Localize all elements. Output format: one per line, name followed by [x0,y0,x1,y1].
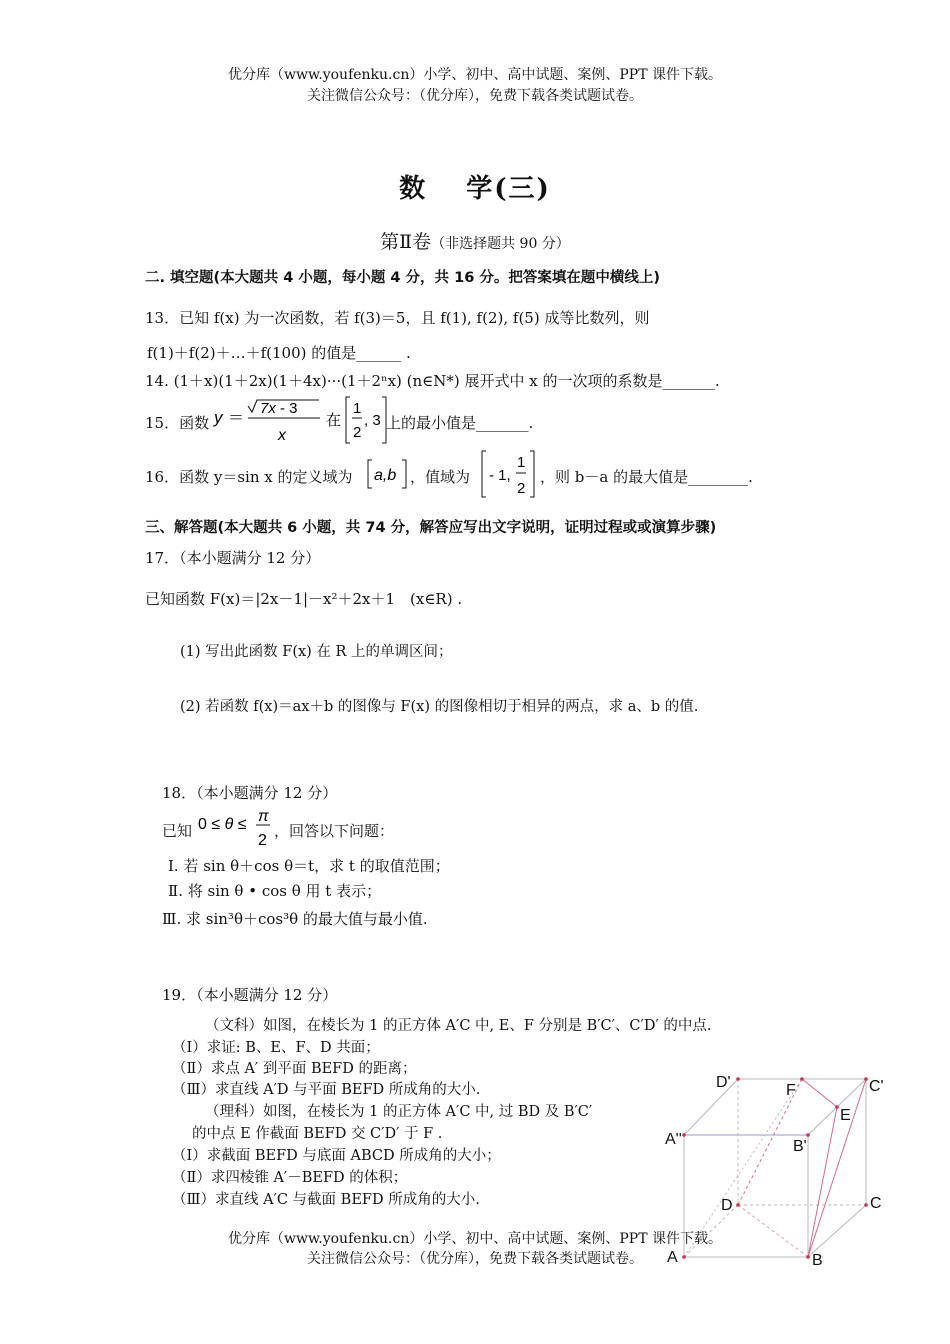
header-line-2: 关注微信公众号：（优分库），免费下载各类试题试卷。 [307,88,643,104]
q18-item3: Ⅲ. 求 sin³θ＋cos³θ 的最大值与最小值. [162,910,428,928]
svg-text:0 ≤ θ ≤: 0 ≤ θ ≤ [198,816,247,833]
svg-text:2: 2 [353,424,362,441]
q19-wen: （文科）如图，在棱长为 1 的正方体 A′C 中, E、F 分别是 B′C′、C′D′ 的中点. [205,1018,712,1034]
svg-text:y: y [214,408,223,427]
q14-text: 14. (1＋x)(1＋2x)(1＋4x)···(1＋2ⁿx) (n∈N*) 展开式中 x 的一次项的系数是_______. [145,372,720,390]
edge-fe [802,1079,837,1107]
label-c1: C' [869,1078,884,1095]
label-b: B [812,1252,823,1269]
q16-tail: ，则 b－a 的最大值是________. [540,468,753,486]
svg-text:2: 2 [258,832,267,849]
point-d [736,1203,740,1207]
q16-mid: ，值域为 [410,468,471,486]
q19-li-1: （理科）如图，在棱长为 1 的正方体 A′C 中, 过 BD 及 B′C′ [205,1104,593,1120]
subtitle-note: （非选择题共 90 分） [431,236,570,252]
q17-part1: (1) 写出此函数 F(x) 在 R 上的单调区间； [180,644,453,660]
label-d: D [721,1197,733,1214]
header-line-1: 优分库（www.youfenku.cn）小学、初中、高中试题、案例、PPT 课件下载。 [227,67,722,83]
q19-li-item1: （Ⅰ）求截面 BEFD 与底面 ABCD 所成角的大小； [172,1148,501,1164]
q19-li-2: 的中点 E 作截面 BEFD 交 C′D′ 于 F . [192,1126,443,1142]
point-f [800,1077,804,1081]
svg-text:＝: ＝ [228,410,245,427]
label-e: E [840,1107,851,1124]
q16-domain [366,458,410,492]
svg-text:1: 1 [353,400,362,417]
label-d1: D' [716,1074,731,1091]
q15-tail: 上的最小值是_______. [386,414,534,432]
label-f: F [786,1082,796,1099]
label-c: C [870,1195,882,1212]
point-b1 [806,1133,810,1137]
q19-li-item3: （Ⅲ）求直线 A′C 与截面 BEFD 所成角的大小. [172,1192,480,1208]
svg-text:π: π [258,808,269,825]
point-a1 [682,1133,686,1137]
svg-text:- 1,: - 1, [489,467,511,484]
point-e [835,1105,839,1109]
section3-heading: 三、解答题(本大题共 6 小题，共 74 分，解答应写出文字说明，证明过程或或演算步骤) [145,520,717,536]
footer-line-1: 优分库（www.youfenku.cn）小学、初中、高中试题、案例、PPT 课件下载。 [227,1231,722,1247]
svg-text:在: 在 [326,412,342,429]
q18-given-lead: 已知 [162,822,193,840]
point-c [864,1203,868,1207]
q19-li-item2: （Ⅱ）求四棱锥 A′－BEFD 的体积； [172,1170,408,1186]
svg-text:a,b: a,b [374,467,397,484]
q13-line2: f(1)＋f(2)＋…＋f(100) 的值是______ . [147,344,411,362]
q19-wen-1: （Ⅰ）求证: B、E、F、D 共面； [172,1040,380,1056]
footer-line-2: 关注微信公众号：（优分库），免费下载各类试题试卷。 [307,1251,643,1267]
q17-part2: (2) 若函数 f(x)＝ax＋b 的图像与 F(x) 的图像相切于相异的两点，求 a、b 的值. [180,699,699,715]
svg-text:1: 1 [517,454,526,471]
point-d1 [736,1077,740,1081]
q15-lead: 15．函数 [145,414,210,432]
q18-item1: Ⅰ. 若 sin θ＋cos θ＝t，求 t 的取值范围； [168,857,450,875]
q16-lead: 16．函数 y＝sin x 的定义域为 [145,468,353,486]
q19-wen-3: （Ⅲ）求直线 A′D 与平面 BEFD 所成角的大小. [172,1082,481,1098]
svg-text:7x - 3: 7x - 3 [260,400,298,417]
label-a1: A'' [665,1131,682,1148]
subtitle [0,227,950,254]
section2-heading: 二. 填空题(本大题共 4 小题，每小题 4 分，共 16 分。把答案填在题中横线上) [145,270,660,286]
q13-line1: 13．已知 f(x) 为一次函数，若 f(3)＝5，且 f(1), f(2), f(5) 成等比数列，则 [145,309,650,327]
q16-range [478,449,538,501]
svg-text:2: 2 [517,480,526,497]
point-c1 [864,1077,868,1081]
label-a: A [667,1249,678,1266]
q17-head: 17．（本小题满分 12 分） [145,549,321,567]
svg-text:, 3: , 3 [364,412,381,429]
subtitle-main: 第Ⅱ卷 [380,231,432,253]
page-title: 数 学(三) [399,174,551,204]
q18-given: ，回答以下问题： [274,822,395,840]
q19-wen-2: （Ⅱ）求点 A′ 到平面 BEFD 的距离； [172,1061,417,1077]
q18-item2: Ⅱ. 将 sin θ • cos θ 用 t 表示； [168,882,382,900]
q19-head: 19．（本小题满分 12 分） [162,986,338,1004]
label-b1: B' [793,1138,807,1155]
q18-head: 18．（本小题满分 12 分） [162,784,338,802]
q17-given: 已知函数 F(x)＝|2x－1|－x²＋2x＋1 (x∈R) . [145,590,463,608]
svg-text:x: x [278,427,286,444]
